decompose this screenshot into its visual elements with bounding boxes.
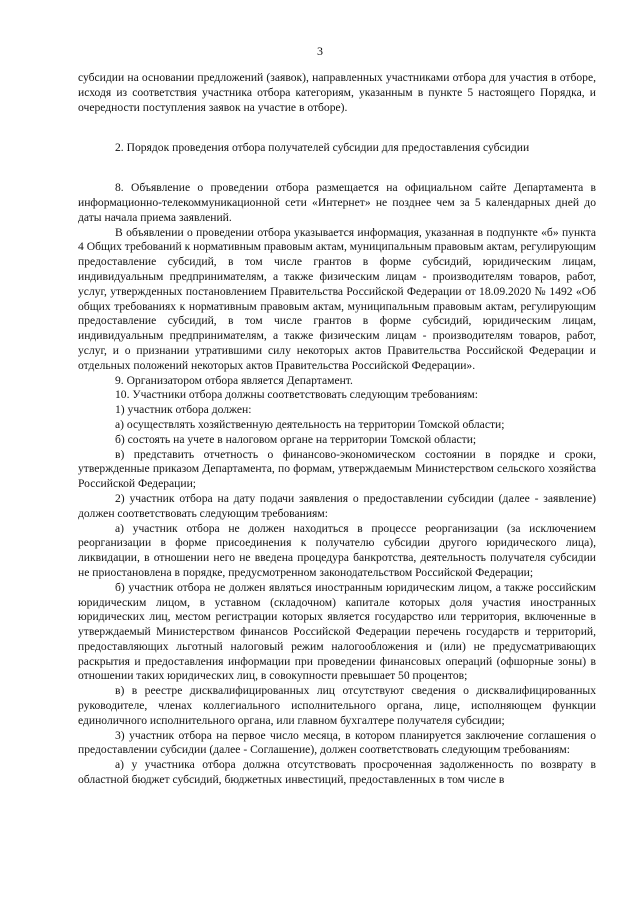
paragraph: 9. Организатором отбора является Департамент. — [115, 373, 353, 387]
list-item: 2) участник отбора на дату подачи заявления о предоставлении субсидии (далее - заявление) должен соответствовать следующим требованиям: — [78, 491, 596, 520]
list-item: в) в реестре дисквалифицированных лиц отсутствуют сведения о дисквалифицированных руководителе, членах коллегиального исполнительного органа, лице, исполняющем функции единоличного исполнительного органа, или главном бухгалтере получателя субсидии; — [78, 684, 596, 727]
list-item: 3) участник отбора на первое число месяца, в котором планируется заключение соглашения о предоставлении субсидии (далее - Соглашение), должен соответствовать следующим требованиям: — [78, 728, 596, 757]
paragraph: субсидии на основании предложений (заявок), направленных участниками отбора для участия в отборе, исходя из соответствия участника отбора категориям, указанным в пункте 5 настоящего Порядка, и очередности поступления заявок на участие в отборе). — [78, 71, 596, 114]
list-item: 1) участник отбора должен: — [115, 403, 252, 417]
page-number: 3 — [317, 44, 323, 58]
paragraph: 10. Участники отбора должны соответствовать следующим требованиям: — [115, 388, 478, 402]
paragraph: В объявлении о проведении отбора указывается информация, указанная в подпункте «б» пункта 4 Общих требований к нормативным правовым актам, муниципальным правовым актам, регулирующим предоставление субсидий, в том числе грантов в форме субсидий, юридическим лицам, индивидуальным предпринимателям, а также физическим лицам - производителям товаров, работ, услуг, утвержденных постановлением Правительства Российской Федерации от 18.09.2020 № 1492 «Об общих требованиях к нормативным правовым актам, муниципальным правовым актам, регулирующим предоставление субсидий, в том числе грантов в форме субсидий, юридическим лицам, индивидуальным предпринимателям, а также физическим лицам - производителям товаров, работ, услуг, и о признании утратившими силу некоторых актов Правительства Российской Федерации и отдельных положений некоторых актов Правительства Российской Федерации». — [78, 225, 597, 372]
list-item: в) представить отчетность о финансово-экономическом состоянии в порядке и сроки, утвержденные приказом Департамента, по формам, утверждаемым Министерством сельского хозяйства Российской Федерации; — [78, 447, 596, 491]
paragraph: 8. Объявление о проведении отбора размещается на официальном сайте Департамента в информационно-телекоммуникационной сети «Интернет» не позднее чем за 5 календарных дней до даты начала приема заявлений. — [78, 181, 596, 224]
section-heading: 2. Порядок проведения отбора получателей субсидии для предоставления субсидии — [115, 141, 530, 155]
document-body — [78, 71, 596, 788]
list-item: б) состоять на учете в налоговом органе на территории Томской области; — [115, 432, 477, 446]
list-item: а) у участника отбора должна отсутствовать просроченная задолженность по возврату в областной бюджет субсидий, бюджетных инвестиций, предоставленных в том числе в — [78, 758, 596, 787]
list-item: б) участник отбора не должен являться иностранным юридическим лицом, а также российским юридическим лицом, в уставном (складочном) капитале которых доля участия иностранных юридических лиц, местом регистрации которых является государство или территория, включенные в утверждаемый Министерством финансов Российской Федерации перечень государств и территорий, предоставляющих льготный налоговый режим налогообложения и (или) не предусматривающих раскрытия и предоставления информации при проведении финансовых операций (офшорные зоны) в отношении таких юридических лиц, в совокупности превышает 50 процентов; — [78, 580, 596, 683]
list-item: а) осуществлять хозяйственную деятельность на территории Томской области; — [115, 417, 505, 431]
list-item: а) участник отбора не должен находиться в процессе реорганизации (за исключением реорганизации в форме присоединения к получателю субсидии другого юридического лица), ликвидации, в отношении него не введена процедура банкротства, деятельность получателя субсидии не приостановлена в порядке, предусмотренном законодательством Российской Федерации; — [78, 521, 596, 579]
